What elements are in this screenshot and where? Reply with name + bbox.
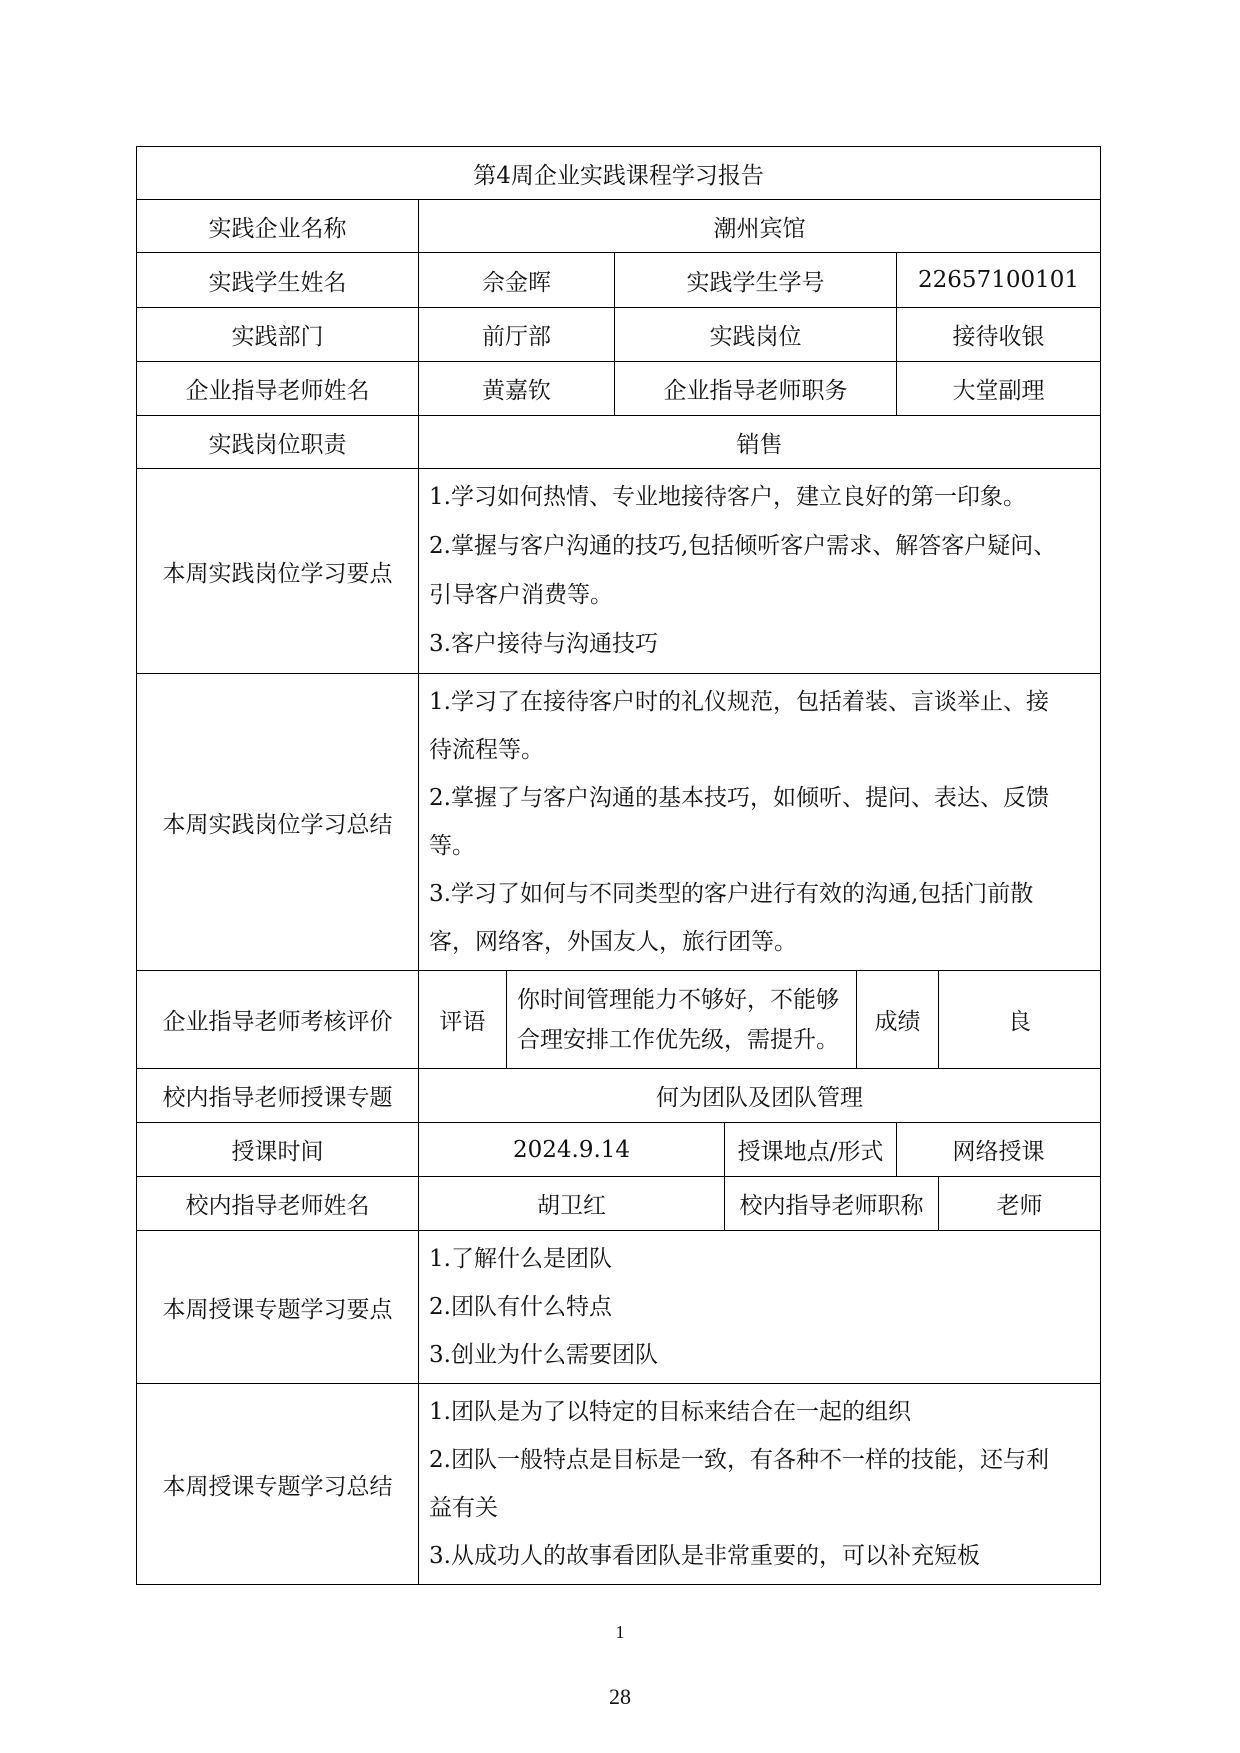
lecture-points-content xyxy=(419,1231,1101,1384)
summary-content xyxy=(419,674,1101,971)
lecture-time-value: 2024.9.14 xyxy=(419,1123,725,1177)
comment-line: 合理安排工作优先级，需提升。 xyxy=(517,1026,839,1053)
lecture-place-value: 网络授课 xyxy=(897,1123,1101,1177)
mentor-title-label: 企业指导老师职务 xyxy=(615,362,897,416)
summary-line: 客，网络客，外国友人，旅行团等。 xyxy=(429,929,797,955)
lecture-summary-line: 1.团队是为了以特定的目标来结合在一起的组织 xyxy=(429,1399,911,1425)
comment-label: 评语 xyxy=(419,971,507,1069)
lecture-label: 校内指导老师授课专题 xyxy=(137,1069,419,1123)
lecture-time-label: 授课时间 xyxy=(137,1123,419,1177)
duty-label: 实践岗位职责 xyxy=(137,416,419,469)
lecture-points-line: 1.了解什么是团队 xyxy=(429,1246,612,1272)
teacher-name-label: 校内指导老师姓名 xyxy=(137,1177,419,1231)
keypoints-line: 2.掌握与客户沟通的技巧,包括倾听客户需求、解答客户疑问、 xyxy=(429,533,1057,559)
evaluation-label: 企业指导老师考核评价 xyxy=(137,971,419,1069)
lecture-summary-line: 益有关 xyxy=(429,1495,498,1521)
dept-label: 实践部门 xyxy=(137,308,419,362)
lecture-place-label: 授课地点/形式 xyxy=(725,1123,897,1177)
teacher-name: 胡卫红 xyxy=(419,1177,725,1231)
keypoints-label: 本周实践岗位学习要点 xyxy=(137,469,419,674)
mentor-name: 黄嘉钦 xyxy=(419,362,615,416)
report-title: 第4周企业实践课程学习报告 xyxy=(137,147,1101,200)
student-name-label: 实践学生姓名 xyxy=(137,253,419,308)
student-id-label: 实践学生学号 xyxy=(615,253,897,308)
keypoints-line: 引导客户消费等。 xyxy=(429,582,613,608)
post-value: 接待收银 xyxy=(897,308,1101,362)
summary-line: 2.掌握了与客户沟通的基本技巧，如倾听、提问、表达、反馈 xyxy=(429,785,1049,811)
page-number-outer: 28 xyxy=(609,1684,631,1709)
teacher-title-label: 校内指导老师职称 xyxy=(725,1177,939,1231)
grade-value: 良 xyxy=(939,971,1101,1069)
lecture-value: 何为团队及团队管理 xyxy=(419,1069,1101,1123)
keypoints-line: 3.客户接待与沟通技巧 xyxy=(429,631,658,657)
mentor-title: 大堂副理 xyxy=(897,362,1101,416)
teacher-title: 老师 xyxy=(939,1177,1101,1231)
comment-content xyxy=(507,971,857,1069)
summary-line: 1.学习了在接待客户时的礼仪规范，包括着装、言谈举止、接 xyxy=(429,689,1049,715)
page-number-inner: 1 xyxy=(615,1622,625,1642)
mentor-name-label: 企业指导老师姓名 xyxy=(137,362,419,416)
dept-value: 前厅部 xyxy=(419,308,615,362)
student-name: 佘金晖 xyxy=(419,253,615,308)
lecture-points-label: 本周授课专题学习要点 xyxy=(137,1231,419,1384)
lecture-summary-line: 3.从成功人的故事看团队是非常重要的，可以补充短板 xyxy=(429,1543,980,1569)
company-label: 实践企业名称 xyxy=(137,200,419,253)
summary-line: 待流程等。 xyxy=(429,737,544,763)
lecture-summary-content xyxy=(419,1384,1101,1585)
post-label: 实践岗位 xyxy=(615,308,897,362)
summary-line: 3.学习了如何与不同类型的客户进行有效的沟通,包括门前散 xyxy=(429,881,1034,907)
lecture-summary-label: 本周授课专题学习总结 xyxy=(137,1384,419,1585)
company-value: 潮州宾馆 xyxy=(419,200,1101,253)
duty-value: 销售 xyxy=(419,416,1101,469)
student-id: 22657100101 xyxy=(897,253,1101,308)
report-table xyxy=(136,146,1101,1585)
summary-line: 等。 xyxy=(429,833,475,859)
grade-label: 成绩 xyxy=(857,971,939,1069)
lecture-summary-line: 2.团队一般特点是目标是一致，有各种不一样的技能，还与利 xyxy=(429,1447,1049,1473)
keypoints-line: 1.学习如何热情、专业地接待客户，建立良好的第一印象。 xyxy=(429,484,1026,510)
lecture-points-line: 2.团队有什么特点 xyxy=(429,1294,612,1320)
keypoints-content xyxy=(419,469,1101,674)
summary-label: 本周实践岗位学习总结 xyxy=(137,674,419,971)
comment-line: 你时间管理能力不够好，不能够 xyxy=(517,986,839,1013)
lecture-points-line: 3.创业为什么需要团队 xyxy=(429,1342,658,1368)
